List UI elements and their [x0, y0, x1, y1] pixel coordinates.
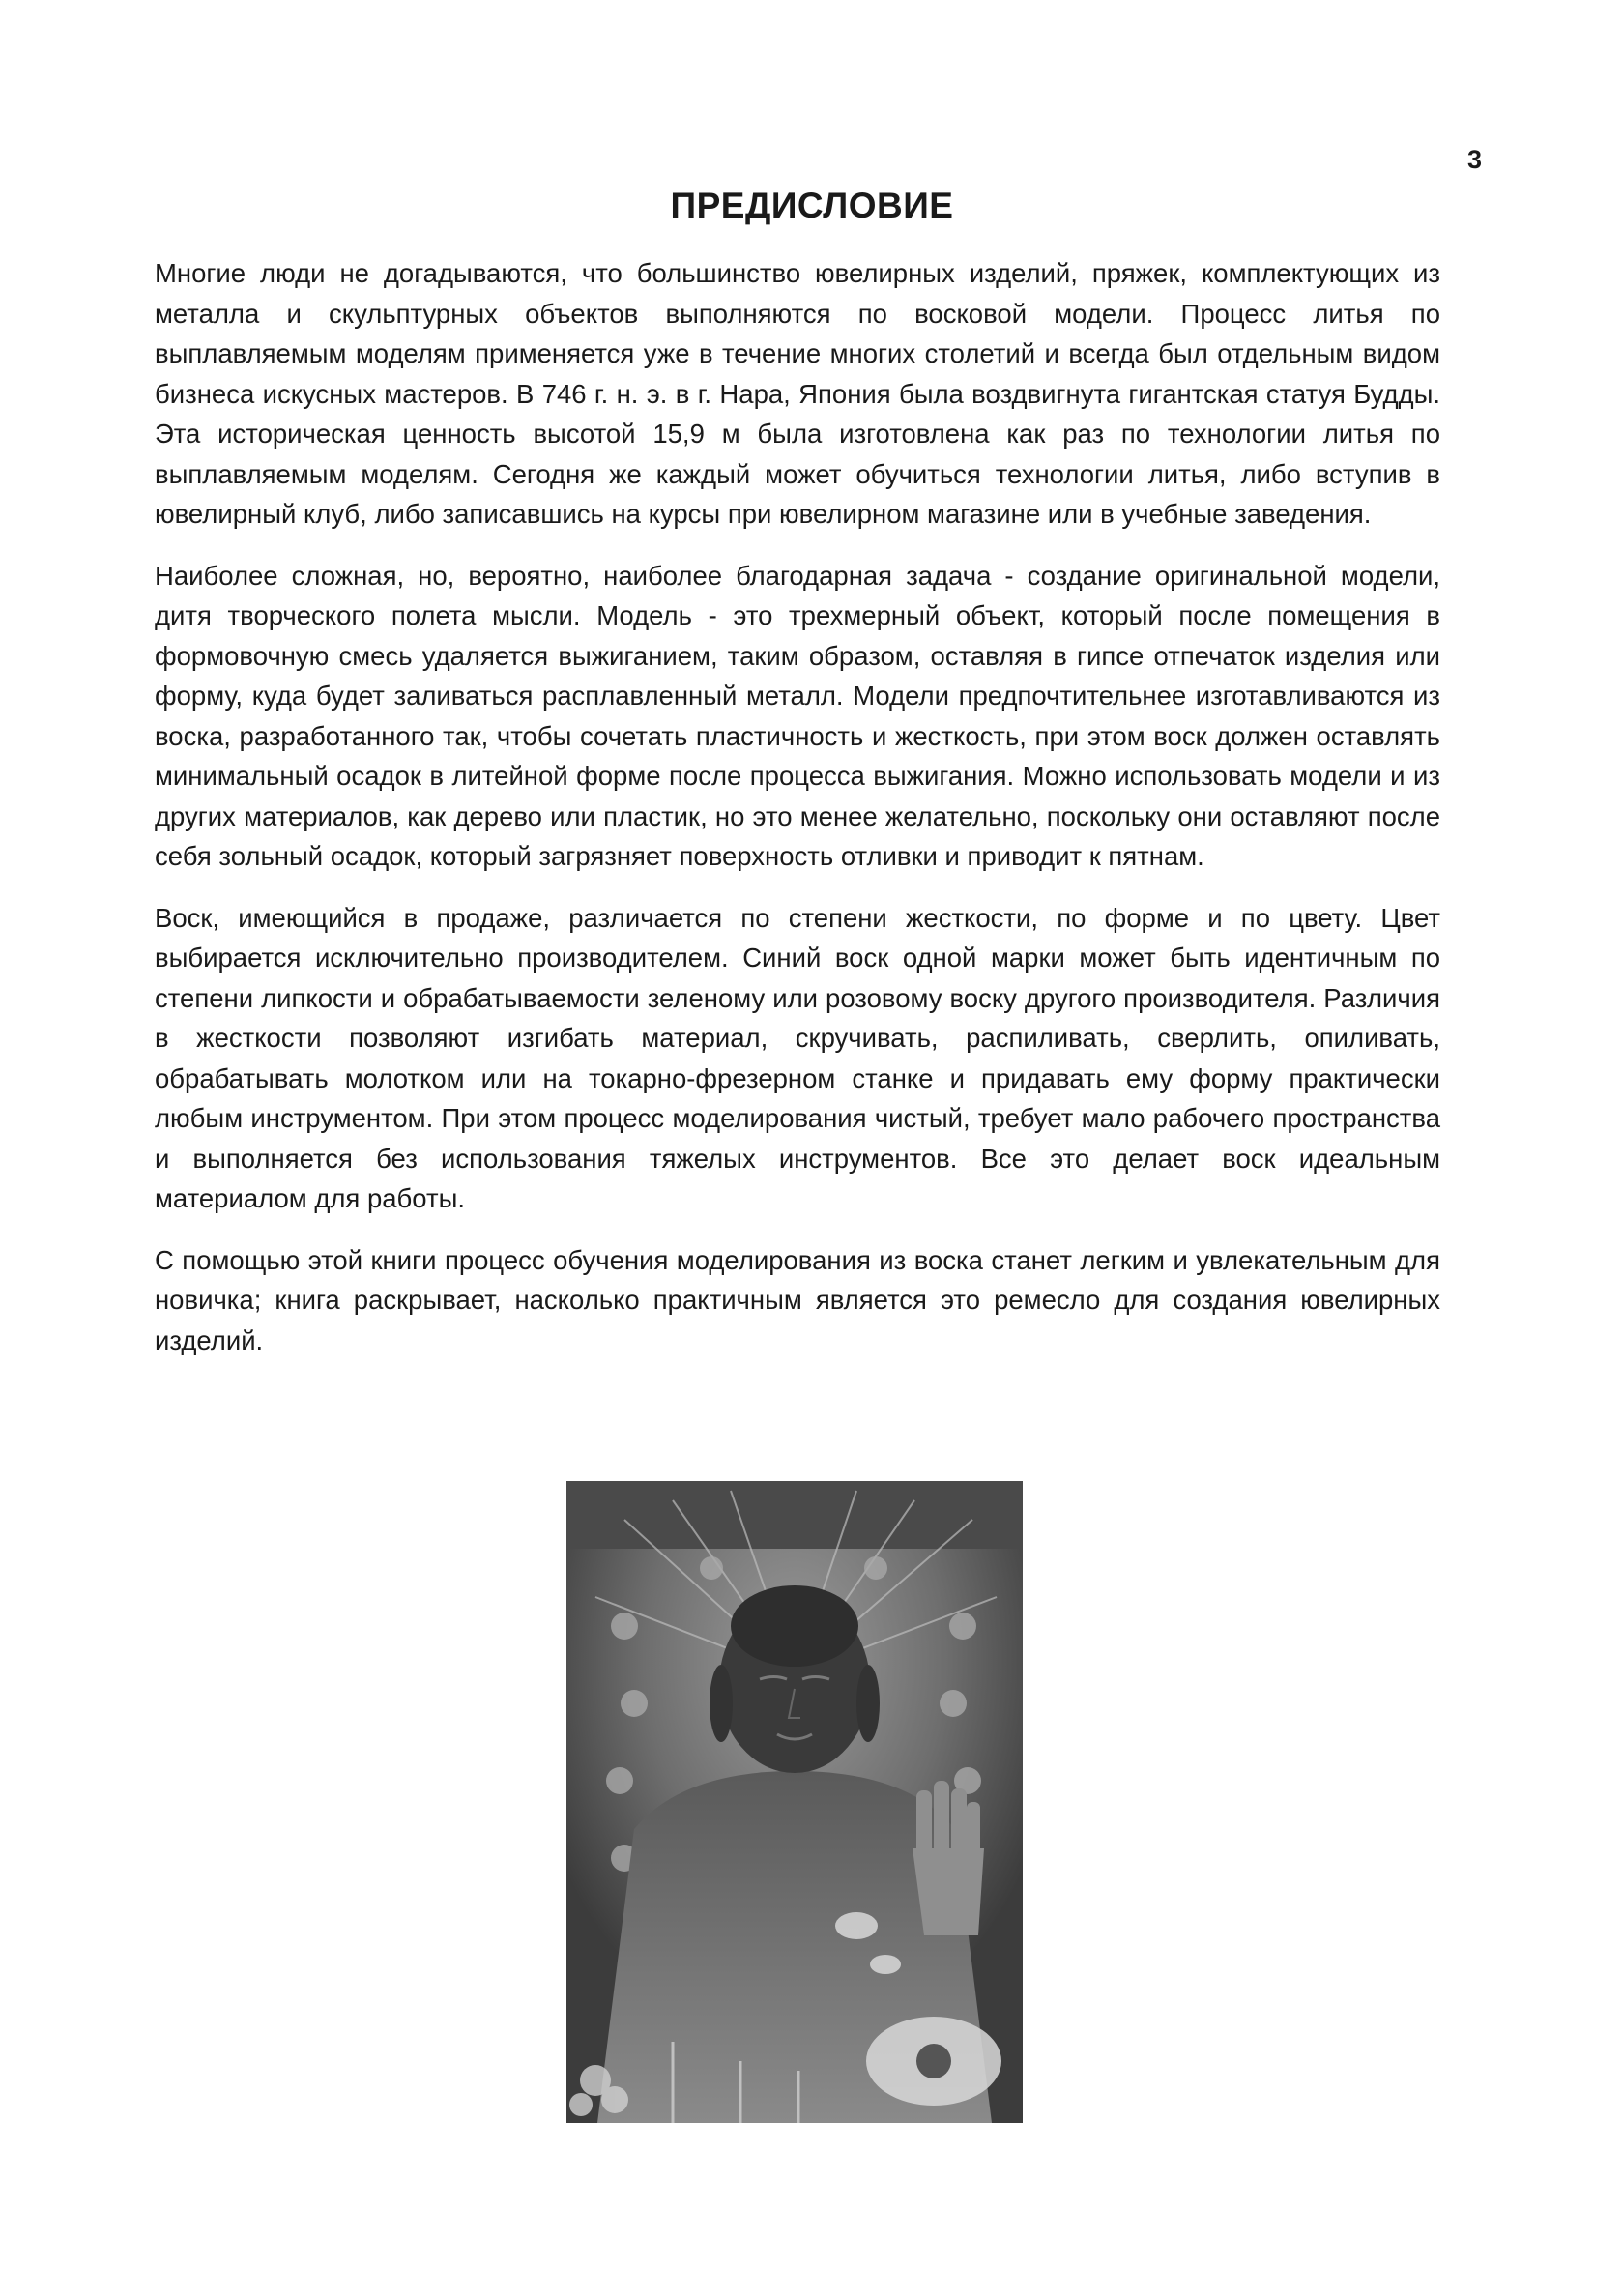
- preface-text: [155, 253, 1440, 1381]
- paragraph-1: Многие люди не догадываются, что большинство ювелирных изделий, пряжек, комплектующих из металла и скульптурных объектов выполняются по восковой модели. Процесс литья по выплавляемым моделям применяется уже в течение многих столетий и всегда был отдельным видом бизнеса искусных мастеров. В 746 г. н. э. в г. Нара, Япония была воздвигнута гигантская статуя Будды. Эта историческая ценность высотой 15,9 м была изготовлена как раз по технологии литья по выплавляемым моделям. Сегодня же каждый может обучиться технологии литья, либо вступив в ювелирный клуб, либо записавшись на курсы при ювелирном магазине или в учебные заведения.: [155, 258, 1440, 529]
- paragraph-3: Воск, имеющийся в продаже, различается по степени жесткости, по форме и по цвету. Цвет выбирается исключительно производителем. Синий воск одной марки может быть идентичным по степени липкости и обрабатываемости зеленому или розовому воску другого производителя. Различия в жесткости позволяют изгибать материал, скручивать, распиливать, сверлить, опиливать, обрабатывать молотком или на токарно-фрезерном станке и придавать ему форму практически любым инструментом. При этом процесс моделирования чистый, требует мало рабочего пространства и выполняется без использования тяжелых инструментов. Все это делает воск идеальным материалом для работы.: [155, 902, 1440, 1213]
- page-title: ПРЕДИСЛОВИЕ: [670, 186, 954, 225]
- paragraph-2: Наиболее сложная, но, вероятно, наиболее благодарная задача - создание оригинальной модели, дитя творческого полета мысли. Модель - это трехмерный объект, который после помещения в формовочную смесь удаляется выжиганием, таким образом, оставляя в гипсе отпечаток изделия или форму, куда будет заливаться расплавленный металл. Модели предпочтительнее изготавливаются из воска, разработанного так, чтобы сочетать пластичность и жесткость, при этом воск должен оставлять минимальный осадок в литейной форме после процесса выжигания. Можно использовать модели и из других материалов, как дерево или пластик, но это менее желательно, поскольку они оставляют после себя зольный осадок, который загрязняет поверхность отливки и приводит к пятнам.: [155, 560, 1440, 871]
- buddha-statue-photo: [566, 1481, 1023, 2123]
- page-number: 3: [1467, 145, 1483, 174]
- paragraph-4: С помощью этой книги процесс обучения моделирования из воска станет легким и увлекательным для новичка; книга раскрывает, насколько практичным является это ремесло для создания ювелирных изделий.: [155, 1244, 1440, 1355]
